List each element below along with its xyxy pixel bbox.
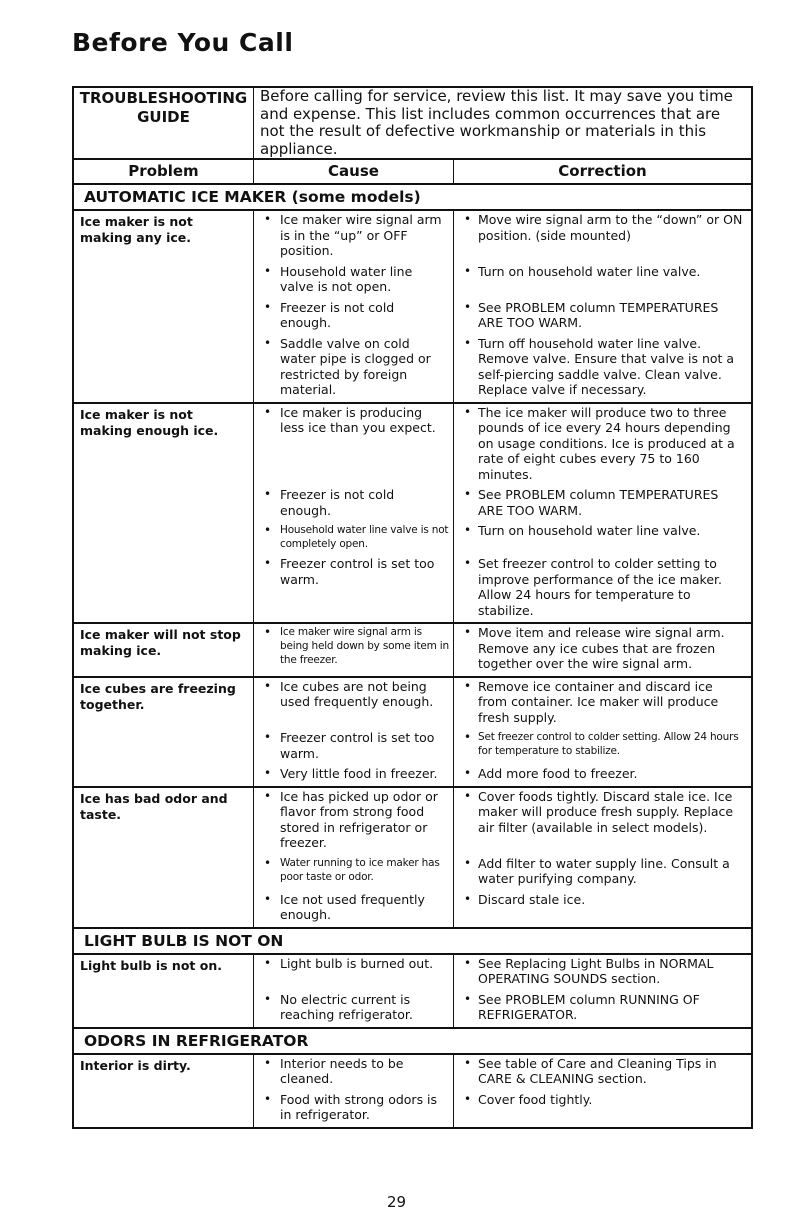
cause-item: • No electric current is reaching refrigerator. (254, 991, 454, 1027)
cause-correction-pair (254, 729, 751, 765)
column-header-problem: Problem (74, 160, 254, 183)
correction-item: • See PROBLEM column RUNNING OF REFRIGERATOR. (454, 991, 751, 1027)
cause-item: • Food with strong odors is in refrigerator. (254, 1091, 454, 1127)
problem-text: Light bulb is not on. (74, 955, 254, 1027)
correction-item: • Set freezer control to colder setting to improve performance of the ice maker. Allow 24 hours for temperature to stabilize. (454, 555, 751, 622)
cause-item: • Saddle valve on cold water pipe is clogged or restricted by foreign material. (254, 335, 454, 402)
correction-item: • Cover food tightly. (454, 1091, 751, 1127)
cause-item: • Ice maker wire signal arm is being held down by some item in the freezer. (254, 624, 454, 676)
correction-item: • Turn on household water line valve. (454, 263, 751, 299)
problem-row (74, 788, 751, 929)
problem-text: Ice has bad odor and taste. (74, 788, 254, 927)
problem-text: Ice maker is not making enough ice. (74, 404, 254, 623)
correction-item: • Move item and release wire signal arm. Remove any ice cubes that are frozen together over the wire signal arm. (454, 624, 751, 676)
correction-item: • Cover foods tightly. Discard stale ice. Ice maker will produce fresh supply. Replace air filter (available in select models). (454, 788, 751, 855)
cause-item: • Ice has picked up odor or flavor from strong food stored in refrigerator or freezer. (254, 788, 454, 855)
problem-row (74, 955, 751, 1029)
cause-correction-pair (254, 891, 751, 927)
troubleshooting-table (72, 86, 753, 1129)
problem-row (74, 211, 751, 404)
cause-correction-pair (254, 624, 751, 676)
cause-item: • Freezer control is set too warm. (254, 729, 454, 765)
column-header-correction: Correction (558, 162, 647, 180)
cause-correction-list (254, 211, 751, 402)
cause-correction-pair (254, 678, 751, 730)
cause-correction-pair (254, 991, 751, 1027)
correction-item: • Move wire signal arm to the “down” or ON position. (side mounted) (454, 211, 751, 263)
page-title: Before You Call (72, 28, 294, 57)
cause-correction-pair (254, 788, 751, 855)
problem-text: Ice maker is not making any ice. (74, 211, 254, 402)
cause-correction-pair (254, 486, 751, 522)
correction-item: • Add more food to freezer. (454, 765, 751, 786)
cause-correction-pair (254, 299, 751, 335)
cause-correction-pair (254, 522, 751, 555)
cause-correction-pair (254, 335, 751, 402)
cause-correction-pair (254, 1091, 751, 1127)
section-heading: LIGHT BULB IS NOT ON (74, 929, 751, 955)
column-header-cause: Cause (254, 160, 454, 183)
cause-item: • Ice maker is producing less ice than you expect. (254, 404, 454, 487)
cause-item: • Household water line valve is not completely open. (254, 522, 454, 555)
problem-text: Ice cubes are freezing together. (74, 678, 254, 786)
page-number: 29 (386, 1193, 407, 1211)
cause-correction-pair (254, 855, 751, 891)
guide-label: TROUBLESHOOTING GUIDE (74, 88, 254, 158)
cause-correction-list (254, 404, 751, 623)
correction-item: • The ice maker will produce two to three pounds of ice every 24 hours depending on usage conditions. Ice is produced at a rate of eight cubes every 75 to 160 minutes. (454, 404, 751, 487)
cause-item: • Ice cubes are not being used frequently enough. (254, 678, 454, 730)
correction-item: • Set freezer control to colder setting. Allow 24 hours for temperature to stabilize. (454, 729, 751, 765)
cause-item: • Interior needs to be cleaned. (254, 1055, 454, 1091)
cause-correction-pair (254, 211, 751, 263)
cause-correction-pair (254, 765, 751, 786)
cause-correction-list (254, 1055, 751, 1127)
cause-correction-pair (254, 263, 751, 299)
section-heading: AUTOMATIC ICE MAKER (some models) (74, 185, 751, 211)
cause-item: • Water running to ice maker has poor taste or odor. (254, 855, 454, 891)
correction-item: • Turn off household water line valve. Remove valve. Ensure that valve is not a self-piercing saddle valve. Clean valve. Replace valve if necessary. (454, 335, 751, 402)
correction-item: • Remove ice container and discard ice from container. Ice maker will produce fresh supply. (454, 678, 751, 730)
problem-row (74, 404, 751, 625)
cause-item: • Ice maker wire signal arm is in the “up” or OFF position. (254, 211, 454, 263)
guide-intro (74, 88, 751, 160)
cause-item: • Very little food in freezer. (254, 765, 454, 786)
guide-intro-text: Before calling for service, review this list. It may save you time and expense. This list includes common occurrences that are not the result of defective workmanship or materials in this appliance. (260, 87, 733, 158)
problem-row (74, 1055, 751, 1127)
correction-item: • Add filter to water supply line. Consult a water purifying company. (454, 855, 751, 891)
cause-item: • Freezer control is set too warm. (254, 555, 454, 622)
sections (74, 185, 751, 1127)
cause-correction-pair (254, 1055, 751, 1091)
cause-item: • Ice not used frequently enough. (254, 891, 454, 927)
cause-item: • Light bulb is burned out. (254, 955, 454, 991)
cause-correction-list (254, 678, 751, 786)
correction-item: • Turn on household water line valve. (454, 522, 751, 555)
cause-correction-list (254, 788, 751, 927)
cause-item: • Freezer is not cold enough. (254, 486, 454, 522)
cause-correction-list (254, 955, 751, 1027)
cause-item: • Household water line valve is not open. (254, 263, 454, 299)
correction-item: • Discard stale ice. (454, 891, 751, 927)
column-headers (74, 160, 751, 185)
cause-correction-pair (254, 955, 751, 991)
correction-item: • See Replacing Light Bulbs in NORMAL OPERATING SOUNDS section. (454, 955, 751, 991)
correction-item: • See PROBLEM column TEMPERATURES ARE TOO WARM. (454, 299, 751, 335)
correction-item: • See PROBLEM column TEMPERATURES ARE TOO WARM. (454, 486, 751, 522)
problem-row (74, 678, 751, 788)
cause-correction-list (254, 624, 751, 676)
cause-item: • Freezer is not cold enough. (254, 299, 454, 335)
problem-row (74, 624, 751, 678)
cause-correction-pair (254, 555, 751, 622)
cause-correction-pair (254, 404, 751, 487)
problem-text: Interior is dirty. (74, 1055, 254, 1127)
section-heading: ODORS IN REFRIGERATOR (74, 1029, 751, 1055)
correction-item: • See table of Care and Cleaning Tips in CARE & CLEANING section. (454, 1055, 751, 1091)
problem-text: Ice maker will not stop making ice. (74, 624, 254, 676)
